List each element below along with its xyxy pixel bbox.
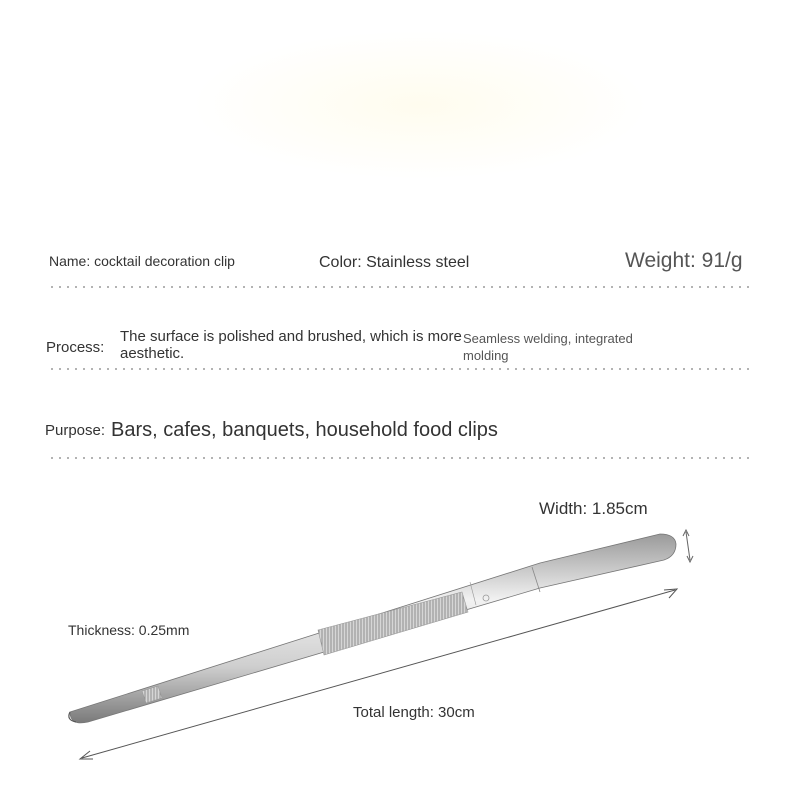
- width-arrow: [683, 530, 693, 562]
- spec-purpose-description: Bars, cafes, banquets, household food clips: [111, 419, 498, 441]
- divider-dotted: [48, 286, 752, 288]
- spec-weight: Weight: 91/g: [625, 249, 743, 272]
- divider-dotted: [48, 457, 752, 459]
- spec-process-extra: Seamless welding, integrated molding: [463, 331, 633, 363]
- spec-color: Color: Stainless steel: [319, 254, 470, 271]
- spec-process-label: Process:: [46, 339, 105, 356]
- top-glow: [190, 30, 650, 180]
- dimension-thickness: Thickness: 0.25mm: [68, 622, 190, 638]
- dimension-width: Width: 1.85cm: [539, 499, 648, 518]
- spec-name: Name: cocktail decoration clip: [49, 253, 235, 269]
- spec-purpose-label: Purpose:: [45, 422, 106, 439]
- divider-dotted: [48, 368, 752, 370]
- spec-process-description: The surface is polished and brushed, which is more aesthetic.: [120, 328, 462, 362]
- dimension-total-length: Total length: 30cm: [353, 704, 475, 721]
